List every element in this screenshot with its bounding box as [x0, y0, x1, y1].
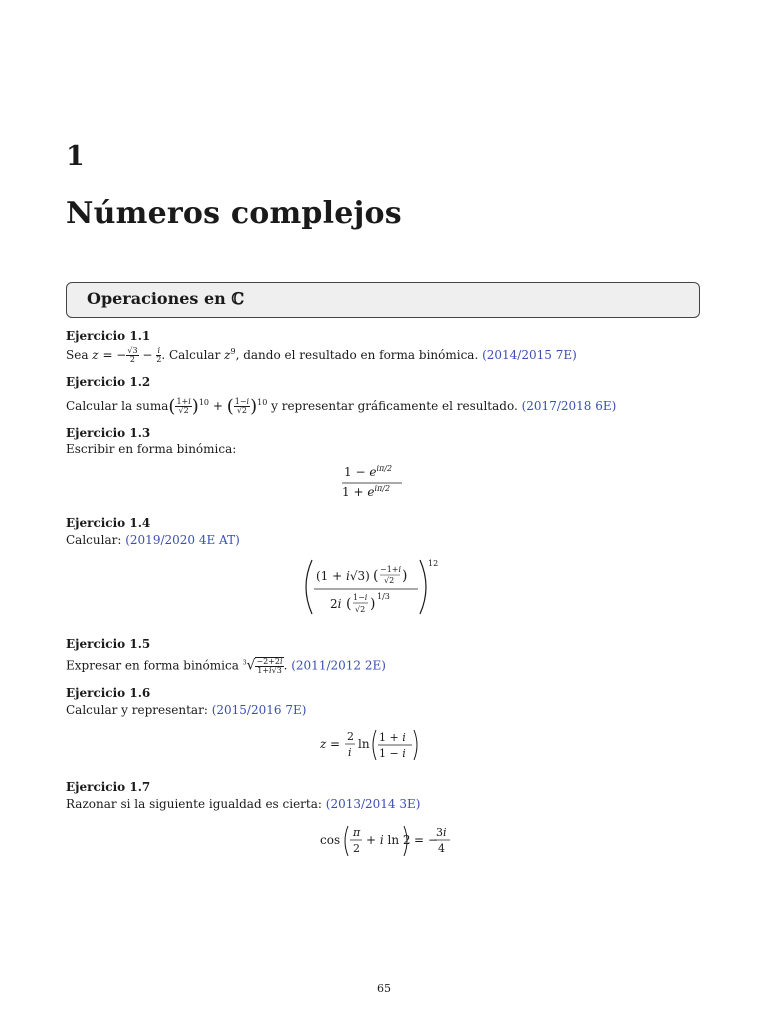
chapter-number: 1	[66, 141, 85, 172]
svg-text:= −: = −	[414, 833, 438, 847]
exercise-1-4-formula	[298, 554, 448, 620]
exercise-1-6-label: Ejercicio 1.6	[66, 686, 151, 700]
svg-text:−1+i: −1+i	[380, 565, 402, 574]
svg-text:): )	[370, 596, 376, 612]
svg-text:4: 4	[438, 842, 445, 855]
svg-text:π: π	[353, 826, 361, 839]
exercise-1-5-label: Ejercicio 1.5	[66, 637, 151, 651]
svg-text:+ i ln 2: + i ln 2	[366, 833, 411, 847]
svg-text:1 + eiπ/2: $1 + e^{i\pi/2}$	[342, 484, 391, 499]
exercise-1-7-statement: Razonar si la siguiente igualdad es cierta: (2013/2014 3E)	[66, 797, 421, 811]
svg-text:1/3: 1/3	[377, 592, 390, 601]
exercise-1-7-formula	[318, 822, 458, 862]
page-number: 65	[377, 982, 391, 995]
svg-text:(: (	[346, 596, 352, 612]
svg-text:3i: 3i	[436, 826, 447, 839]
exercise-1-4-reference[interactable]: (2019/2020 4E AT)	[125, 533, 240, 547]
svg-text:12: 12	[428, 559, 439, 568]
exercise-1-4-statement: Calcular: (2019/2020 4E AT)	[66, 533, 240, 547]
svg-text:√2: √2	[384, 576, 395, 585]
exercise-1-1-label: Ejercicio 1.1	[66, 329, 151, 343]
chapter-title: Números complejos	[66, 196, 402, 231]
exercise-1-6-statement: Calcular y representar: (2015/2016 7E)	[66, 703, 307, 717]
exercise-1-6-formula	[318, 726, 428, 766]
exercise-1-3-formula	[330, 460, 420, 500]
exercise-1-7-reference[interactable]: (2013/2014 3E)	[325, 797, 421, 811]
exercise-1-1-statement: Sea z = − $\frac{√3}{2}$ − $\frac{i}{2}$ . Calcular $z^9$, dando el resultado en forma binómica. (2014/2015 7E)	[66, 346, 577, 364]
exercise-1-7-label: Ejercicio 1.7	[66, 780, 151, 794]
exercise-1-5-reference[interactable]: (2011/2012 2E)	[291, 658, 386, 673]
svg-text:cos: cos	[320, 833, 341, 847]
exercise-1-2-statement: Calcular la suma( $\frac{1+i}{√2}$ )$^{10}$ + ( $\frac{1-i}{√2}$ )$^{10}$ y representar gráficamente el resultado. (2017/2018 6E)	[66, 396, 617, 417]
svg-text:(: (	[373, 568, 379, 584]
svg-text:=: =	[330, 737, 341, 751]
svg-text:z: z	[320, 737, 327, 751]
section-title: Operaciones en ℂ	[87, 289, 245, 308]
exercise-1-2-reference[interactable]: (2017/2018 6E)	[521, 399, 617, 413]
exercise-1-2-label: Ejercicio 1.2	[66, 375, 151, 389]
svg-text:1 − eiπ/2: $1 - e^{i\pi/2}$	[344, 464, 393, 479]
exercise-1-6-reference[interactable]: (2015/2016 7E)	[211, 703, 307, 717]
svg-text:1−i: 1−i	[353, 593, 368, 602]
exercise-1-3-label: Ejercicio 1.3	[66, 426, 151, 440]
exercise-1-3-statement: Escribir en forma binómica:	[66, 442, 237, 456]
svg-text:2: 2	[353, 842, 360, 855]
svg-text:2i: 2i	[330, 597, 342, 611]
svg-text:): )	[402, 568, 408, 584]
svg-text:(1 + i√3): (1 + i√3)	[316, 569, 370, 583]
svg-text:2: 2	[347, 730, 354, 743]
exercise-1-5-statement: Expresar en forma binómica $^3$√ $\frac{-2+2i}{1+i√3}$ . (2011/2012 2E)	[66, 657, 386, 675]
exercise-1-1-reference[interactable]: (2014/2015 7E)	[482, 348, 577, 362]
svg-text:1 − i: 1 − i	[379, 747, 406, 760]
svg-text:√2: √2	[355, 605, 366, 614]
section-header-box	[66, 282, 700, 318]
svg-text:ln: ln	[358, 737, 370, 751]
svg-text:i: i	[348, 746, 352, 759]
exercise-1-4-label: Ejercicio 1.4	[66, 516, 151, 530]
svg-text:1 + i: 1 + i	[379, 731, 406, 744]
